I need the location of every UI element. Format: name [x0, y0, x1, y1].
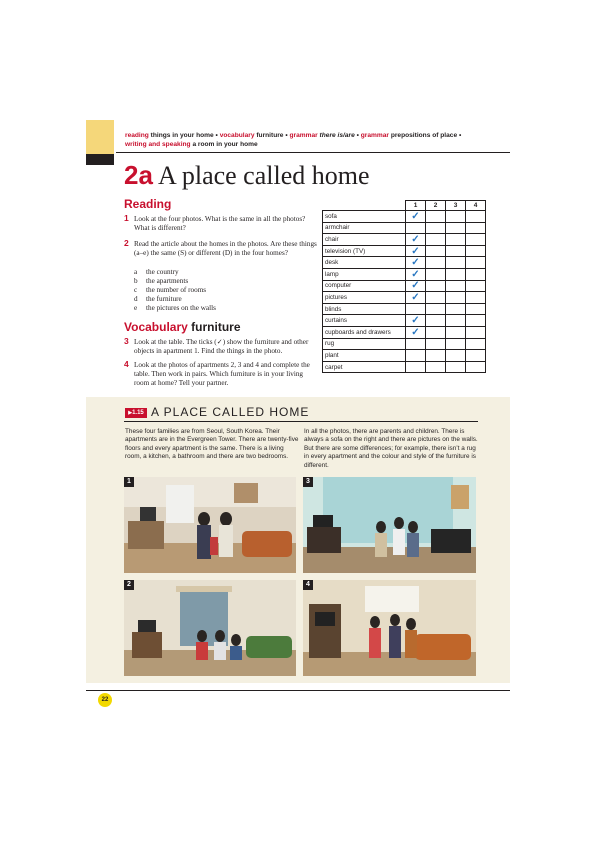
tick-cell[interactable] [426, 292, 446, 304]
tick-cell[interactable] [406, 257, 426, 269]
tick-cell[interactable] [446, 338, 466, 350]
row-label: television (TV) [323, 245, 406, 257]
photo-apartment-4: 4 [303, 580, 476, 676]
tick-cell[interactable] [466, 245, 486, 257]
tick-cell[interactable] [406, 245, 426, 257]
audio-track-badge[interactable]: ▶1.15 [125, 408, 147, 418]
tick-cell[interactable] [446, 350, 466, 362]
table-row [323, 303, 486, 315]
corner-tab-dark [86, 154, 114, 165]
column-header-apartment: 4 [466, 201, 486, 211]
sub-item-text: the number of rooms [146, 286, 207, 295]
tick-cell[interactable] [446, 280, 466, 292]
tick-cell[interactable] [446, 361, 466, 373]
sub-item-letter: d [134, 295, 138, 304]
table-row [323, 211, 486, 223]
table-row [323, 292, 486, 304]
tick-cell[interactable] [406, 361, 426, 373]
tick-icon: ✓ [411, 280, 420, 292]
tick-cell[interactable] [426, 245, 446, 257]
article-title: A PLACE CALLED HOME [151, 405, 310, 419]
tick-cell[interactable] [406, 303, 426, 315]
sub-item [134, 286, 216, 295]
table-corner [323, 201, 406, 211]
tick-cell[interactable] [426, 257, 446, 269]
column-header-apartment: 2 [426, 201, 446, 211]
vocabulary-heading: Vocabulary furniture [124, 320, 241, 334]
row-label: plant [323, 350, 406, 362]
article-column-2: In all the photos, there are parents and children. There is always a sofa on the right and there are pictures on the walls. But there are some differences; for example, there isn’t a rug in every apartment and the colour and style of the furniture is different. [304, 428, 478, 469]
table-row [323, 280, 486, 292]
row-label: chair [323, 234, 406, 246]
page-number: 22 [98, 693, 112, 707]
tick-icon: ✓ [411, 257, 420, 269]
tick-cell[interactable] [426, 268, 446, 280]
sub-item [134, 295, 216, 304]
photo-apartment-2: 2 [124, 580, 296, 676]
tick-cell[interactable] [426, 222, 446, 234]
exercise-1: 1 Look at the four photos. What is the same in all the photos? What is different? [124, 213, 306, 232]
tick-icon: ✓ [411, 210, 420, 222]
tick-cell[interactable] [426, 211, 446, 223]
tick-cell[interactable] [446, 268, 466, 280]
sub-item-text: the pictures on the walls [146, 304, 216, 313]
photo-apartment-1: 1 [124, 477, 296, 573]
tick-icon: ✓ [411, 233, 420, 245]
sub-item [134, 304, 216, 313]
corner-tab [86, 120, 114, 154]
sub-item-letter: e [134, 304, 138, 313]
tick-cell[interactable] [466, 350, 486, 362]
tick-cell[interactable] [466, 280, 486, 292]
tick-cell[interactable] [406, 315, 426, 327]
tick-cell[interactable] [426, 326, 446, 338]
tick-cell[interactable] [466, 315, 486, 327]
tick-cell[interactable] [426, 280, 446, 292]
exercise-2: 2 Read the article about the homes in the photos. Are these things (a–e) the same (S) or different (D) in the four homes? [124, 238, 317, 257]
tick-cell[interactable] [466, 234, 486, 246]
tick-cell[interactable] [406, 280, 426, 292]
table-row [323, 326, 486, 338]
tick-icon: ✓ [411, 245, 420, 257]
sub-item-letter: c [134, 286, 138, 295]
tick-cell[interactable] [466, 211, 486, 223]
tick-cell[interactable] [426, 350, 446, 362]
tick-cell[interactable] [446, 245, 466, 257]
tick-icon: ✓ [411, 315, 420, 327]
tick-cell[interactable] [426, 361, 446, 373]
tick-cell[interactable] [446, 303, 466, 315]
tick-icon: ✓ [411, 268, 420, 280]
table-row [323, 361, 486, 373]
table-row [323, 257, 486, 269]
table-row [323, 338, 486, 350]
tick-cell[interactable] [406, 268, 426, 280]
tick-cell[interactable] [446, 315, 466, 327]
photo-apartment-3: 3 [303, 477, 476, 573]
tick-cell[interactable] [446, 222, 466, 234]
reading-heading: Reading [124, 197, 172, 211]
table-row [323, 245, 486, 257]
tick-cell[interactable] [406, 234, 426, 246]
row-label: carpet [323, 361, 406, 373]
tick-cell[interactable] [466, 361, 486, 373]
table-row [323, 234, 486, 246]
table-row [323, 350, 486, 362]
sub-item-text: the furniture [146, 295, 182, 304]
tick-icon: ✓ [411, 326, 420, 338]
exercise-2-items [134, 268, 216, 313]
row-label: lamp [323, 268, 406, 280]
table-row [323, 222, 486, 234]
play-icon: ▶ [128, 410, 133, 416]
tick-cell[interactable] [446, 257, 466, 269]
row-label: cupboards and drawers [323, 326, 406, 338]
tick-cell[interactable] [466, 326, 486, 338]
tick-cell[interactable] [446, 292, 466, 304]
tick-cell[interactable] [446, 211, 466, 223]
tick-cell[interactable] [426, 234, 446, 246]
exercise-4: 4 Look at the photos of apartments 2, 3 and 4 and complete the table. Then work in pairs. Which furniture is in your living room at home? Tell your partner. [124, 359, 310, 387]
tick-cell[interactable] [466, 257, 486, 269]
row-label: pictures [323, 292, 406, 304]
tick-cell[interactable] [446, 234, 466, 246]
tick-cell[interactable] [406, 338, 426, 350]
row-label: curtains [323, 315, 406, 327]
row-label: rug [323, 338, 406, 350]
sub-item-text: the apartments [146, 277, 189, 286]
tick-cell[interactable] [446, 326, 466, 338]
tick-cell[interactable] [406, 211, 426, 223]
exercise-3: 3 Look at the table. The ticks (✓) show the furniture and other objects in apartment 1. Find the things in the photo. [124, 336, 309, 355]
tick-cell[interactable] [466, 268, 486, 280]
sub-item-letter: a [134, 268, 138, 276]
tick-cell[interactable] [406, 222, 426, 234]
row-label: sofa [323, 211, 406, 223]
tick-cell[interactable] [466, 222, 486, 234]
sub-item-text: the country [146, 268, 179, 276]
column-header-apartment: 1 [406, 201, 426, 211]
tick-icon: ✓ [411, 291, 420, 303]
top-rule [116, 152, 510, 153]
sub-item [134, 268, 216, 277]
article-rule [124, 421, 478, 422]
tick-cell[interactable] [466, 292, 486, 304]
tick-cell[interactable] [426, 338, 446, 350]
table-row [323, 315, 486, 327]
tick-cell[interactable] [426, 303, 446, 315]
tick-cell[interactable] [466, 338, 486, 350]
table-row [323, 268, 486, 280]
lesson-title: 2a A place called home [124, 160, 370, 190]
bottom-rule [86, 690, 510, 691]
row-label: computer [323, 280, 406, 292]
column-header-apartment: 3 [446, 201, 466, 211]
tick-cell[interactable] [426, 315, 446, 327]
tick-cell[interactable] [466, 303, 486, 315]
sub-item [134, 277, 216, 286]
row-label: armchair [323, 222, 406, 234]
lesson-topics: reading things in your home • vocabulary furniture • grammar there is/are • grammar prepositions of place • writing and speaking a room in your home [125, 132, 462, 148]
sub-item-letter: b [134, 277, 138, 286]
tick-cell[interactable] [406, 326, 426, 338]
tick-cell[interactable] [406, 292, 426, 304]
row-label: blinds [323, 303, 406, 315]
article-column-1: These four families are from Seoul, South Korea. Their apartments are in the Evergreen Tower. There are twenty-five floors and every apartment is the same. There is a living room, a kitchen, a bathroom and there are two bedrooms. [125, 428, 299, 461]
row-label: desk [323, 257, 406, 269]
tick-cell[interactable] [406, 350, 426, 362]
furniture-table [322, 200, 486, 373]
